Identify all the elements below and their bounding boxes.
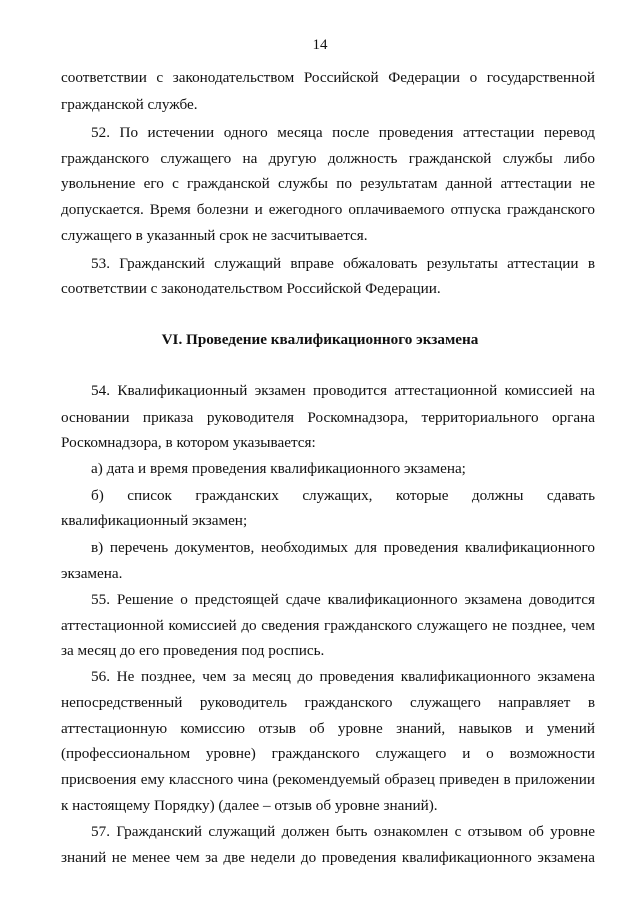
text-line: к настоящему Порядку) (далее – отзыв об уровне знаний). xyxy=(61,797,438,814)
paragraph-54-start: 54. Квалификационный экзамен проводится аттестационной комиссией на xyxy=(91,382,595,399)
text-line: основании приказа руководителя Роскомнадзора, территориального органа xyxy=(61,409,595,426)
text-line: экзамена. xyxy=(61,565,123,582)
list-item-a: а) дата и время проведения квалификационного экзамена; xyxy=(91,460,466,477)
text-line: непосредственный руководитель гражданского служащего направляет в xyxy=(61,694,595,711)
paragraph-53-start: 53. Гражданский служащий вправе обжаловать результаты аттестации в xyxy=(91,255,595,272)
text-line: за месяц до его проведения под роспись. xyxy=(61,642,325,659)
paragraph-52-start: 52. По истечении одного месяца после проведения аттестации перевод xyxy=(91,124,595,141)
text-line: аттестационную комиссию отзыв об уровне знаний, навыков и умений xyxy=(61,720,595,737)
section-heading: VI. Проведение квалификационного экзамена xyxy=(161,331,479,348)
paragraph-56-start: 56. Не позднее, чем за месяц до проведения квалификационного экзамена xyxy=(91,668,595,685)
text-line: соответствии с законодательством Российской Федерации. xyxy=(61,280,441,297)
text-line: знаний не менее чем за две недели до проведения квалификационного экзамена xyxy=(61,849,595,866)
text-line: квалификационный экзамен; xyxy=(61,512,248,529)
paragraph-57-start: 57. Гражданский служащий должен быть ознакомлен с отзывом об уровне xyxy=(91,823,595,840)
paragraph-55-start: 55. Решение о предстоящей сдаче квалификационного экзамена доводится xyxy=(91,591,595,608)
text-line: Роскомнадзора, в котором указывается: xyxy=(61,434,316,451)
text-line: служащего в указанный срок не засчитывается. xyxy=(61,227,368,244)
text-line: (профессиональном уровне) гражданского служащего и о возможности xyxy=(61,745,595,762)
text-line: гражданского служащего на другую должность гражданской службы либо xyxy=(61,150,595,167)
text-line: присвоения ему классного чина (рекомендуемый образец приведен в приложении xyxy=(61,771,595,788)
list-item-b: б) список гражданских служащих, которые должны сдавать xyxy=(91,487,595,504)
text-line: допускается. Время болезни и ежегодного оплачиваемого отпуска гражданского xyxy=(61,201,595,218)
text-line: соответствии с законодательством Российской Федерации о государственной xyxy=(61,69,595,86)
text-line: аттестационной комиссией до сведения гражданского служащего не позднее, чем xyxy=(61,617,595,634)
text-line: гражданской службе. xyxy=(61,96,198,113)
list-item-c: в) перечень документов, необходимых для проведения квалификационного xyxy=(91,539,595,556)
text-line: увольнение его с гражданской службы по результатам данной аттестации не xyxy=(61,175,595,192)
page-number: 14 xyxy=(312,37,328,53)
